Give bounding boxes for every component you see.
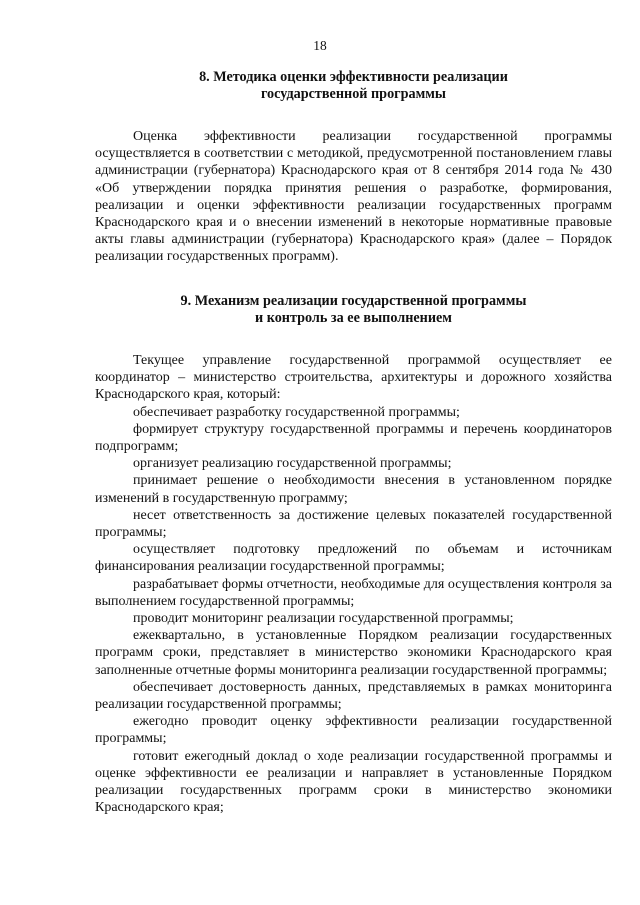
section-9-paragraph: ежеквартально, в установленные Порядком реализации государственных программ сроки, представляет в министерство экономики Краснодарского края заполненные отчетные формы мониторинга реализации государственной программы;: [95, 628, 612, 678]
section-9-paragraph: Текущее управление государственной программой осуществляет ее координатор – министерство строительства, архитектуры и дорожного хозяйства Краснодарского края, который:: [95, 353, 612, 403]
section-9-paragraph: несет ответственность за достижение целевых показателей государственной программы;: [95, 507, 612, 541]
section-9-heading-line-2: и контроль за ее выполнением: [255, 310, 452, 326]
section-9-paragraph: формирует структуру государственной программы и перечень координаторов подпрограмм;: [95, 421, 612, 455]
section-9-paragraph: принимает решение о необходимости внесения в установленном порядке изменений в государственную программу;: [95, 473, 612, 506]
section-9: [95, 293, 612, 816]
section-9-paragraph: ежегодно проводит оценку эффективности реализации государственной программы;: [95, 714, 612, 747]
section-9-paragraph: разрабатывает формы отчетности, необходимые для осуществления контроля за выполнением государственной программы;: [95, 576, 612, 609]
section-8-heading-line-2: государственной программы: [260, 86, 447, 102]
section-8: [95, 69, 612, 266]
section-9-heading: [95, 293, 612, 327]
section-9-paragraph: организует реализацию государственной программы;: [133, 456, 452, 472]
section-8-paragraph: Оценка эффективности реализации государственной программы осуществляется в соответствии с методикой, предусмотренной постановлением главы администрации (губернатора) Краснодарского края от 8 сентября 2014 года № 430 «Об утверждении порядка принятия решения о разработке, формирования, реализации и оценки эффективности реализации государственных программ Краснодарского края и о внесении изменений в некоторые нормативные правовые акты главы администрации (губернатора) Краснодарского края» (далее – Порядок реализации государственных программ).: [95, 129, 612, 265]
section-9-paragraph: проводит мониторинг реализации государственной программы;: [133, 611, 514, 627]
section-9-paragraph: готовит ежегодный доклад о ходе реализации государственной программы и оценке эффективности ее реализации и направляет в установленные Порядком реализации государственных программ сроки в министерство экономики Краснодарского края;: [95, 748, 612, 816]
section-9-paragraph: обеспечивает разработку государственной программы;: [133, 404, 460, 420]
section-9-paragraph: осуществляет подготовку предложений по объемам и источникам финансирования реализации государственной программы;: [95, 542, 612, 575]
section-9-heading-line-1: 9. Механизм реализации государственной программы: [180, 293, 527, 309]
section-8-heading-line-1: 8. Методика оценки эффективности реализации: [199, 69, 508, 85]
section-8-heading: [95, 69, 612, 103]
page-number: 18: [313, 38, 327, 53]
section-9-paragraph: обеспечивает достоверность данных, представляемых в рамках мониторинга реализации государственной программы;: [95, 679, 612, 713]
